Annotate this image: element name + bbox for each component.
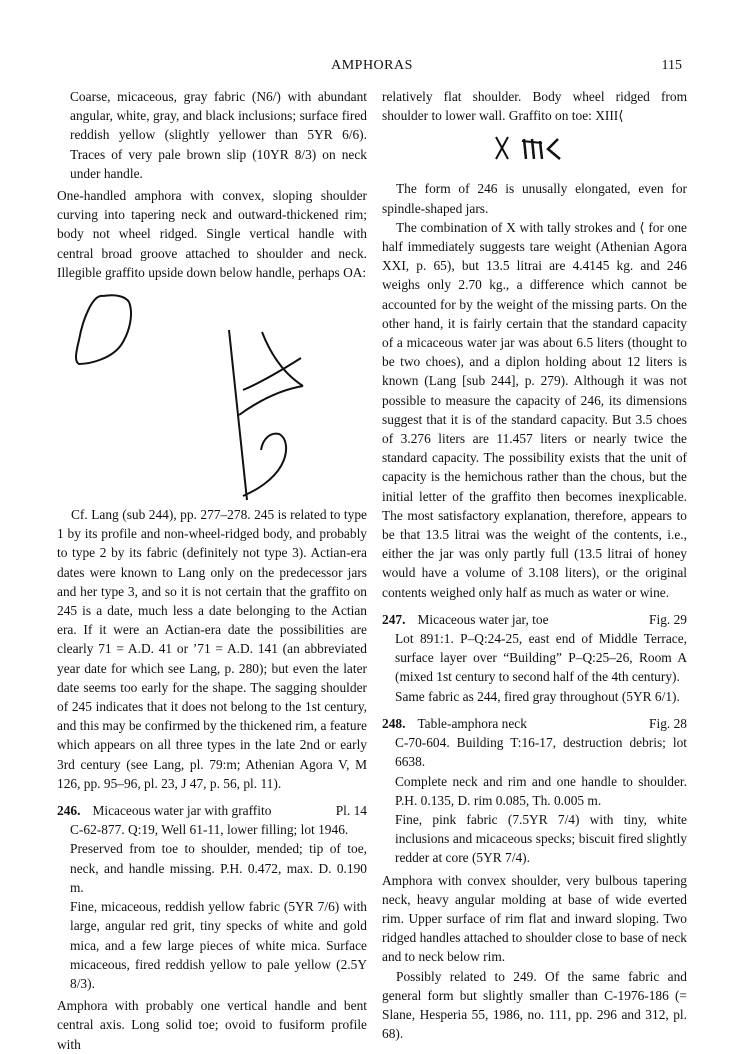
entry-number-247: 247. xyxy=(382,611,406,627)
entry-title-246: Micaceous water jar with graffito xyxy=(92,803,272,819)
page-number: 115 xyxy=(661,58,682,73)
figure-ref-248: Fig. 28 xyxy=(649,715,687,731)
fabric-246: Fine, micaceous, reddish yellow fabric (5YR 7/6) with large, angular red grit, tiny specks of white and gold mica, and a few large pieces of white mica. Surface micaceous, fired reddish yellow to pale yellow (2.5Y 8/3). xyxy=(70,899,367,991)
preservation-246: Preserved from toe to shoulder, mended; tip of toe, neck, and handle missing. P.H. 0.472, max. D. 0.190 m. xyxy=(70,841,367,895)
plate-ref-246: Pl. 14 xyxy=(335,803,367,819)
shape-continued-246: relatively flat shoulder. Body wheel ridged from shoulder to lower wall. Graffito on toe: XIII⟨ xyxy=(382,89,687,124)
inventory-246: C-62-877. Q:19, Well 61-11, lower filling; lot 1946. xyxy=(70,822,349,838)
right-column xyxy=(382,87,687,1043)
graffito-discussion-246: The combination of X with tally strokes and ⟨ for one half immediately suggests tare weight (Athenian Agora XXI, p. 65), but 13.5 litrai are 4.4145 kg. and 246 weighs only 2.70 kg., a difference which cannot be accounted for by the weight of the missing parts. On the other hand, it is fairly certain that the standard capacity of a micaceous water jar was about 6.5 liters (thought to be two choes), and a diplon holding about 12 liters is known (Lang [sub 244], p. 279). Although it was not possible to measure the capacity of 246, its dimensions suggest that it is of the standard capacity. But 3.5 choes of 3.276 liters are 11.457 liters or nearly twice the standard capacity. The possibility exists that the unit of capacity is the hemichous rather than the chous, but the initial letter of the graffito then becomes inexplicable. The most satisfactory explanation, therefore, appears to be that 13.5 litrai was the weight of the contents, i.e., either the jar was only partly full (13.5 litrai of honey would have a volume of 3.108 liters), or the original contents weighed only half as much as water or wine. xyxy=(382,219,687,600)
inventory-248: C-70-604. Building T:16-17, destruction debris; lot 6638. xyxy=(395,735,687,770)
entry-title-248: Table-amphora neck xyxy=(417,715,527,731)
entry-heading-247 xyxy=(382,610,687,629)
shape-248: Amphora with convex shoulder, very bulbous tapering neck, heavy angular molding at base of wide everted rim. Upper surface of rim flat and inward sloping. Two ridged handles attached to shoulder close to base of neck and to neck below rim. xyxy=(382,872,687,965)
entry-title-247: Micaceous water jar, toe xyxy=(417,611,549,627)
entry-heading-246 xyxy=(57,801,367,820)
discussion-245: Cf. Lang (sub 244), pp. 277–278. 245 is related to type 1 by its profile and non-wheel-ridged body, and probably to type 2 by its fabric (definitely not type 3). Actian-era dates were known to Lang only on the predecessor jars and her type 3, and so it is not certain that the graffito on 245 is a date, much less a date belonging to the Actian era. If it were an Actian-era date the possibilities are clearly 71 = A.D. 41 or ’71 = A.D. 141 (an abbreviated year date for which see Lang, p. 280); but even the later date seems too early for the shape. The sagging shoulder of 245 indicates that it does not belong to the 1st century, and this may be confirmed by the thickened rim, a feature which appears on all three types in the late 2nd or early 3rd century (see Lang, pl. 79:m; Athenian Agora V, M 126, pp. 95–96, pl. 23, J 47, p. 56, pl. 11). xyxy=(57,507,367,791)
fabric-description-245: Coarse, micaceous, gray fabric (N6/) with abundant angular, white, gray, and black inclusions; surface fired reddish yellow (slightly yellower than 5YR 6/6). Traces of very pale brown slip (10YR 8/3) on neck under handle. xyxy=(70,89,367,181)
fabric-248: Fine, pink fabric (7.5YR 7/4) with tiny, white inclusions and micaceous specks; biscuit fired slightly redder at core (5YR 7/4). xyxy=(395,811,687,866)
preservation-248: Complete neck and rim and one handle to shoulder. P.H. 0.135, D. rim 0.085, Th. 0.005 m. xyxy=(395,773,687,808)
entry-number-246: 246. xyxy=(57,803,81,819)
running-header: AMPHORAS xyxy=(331,58,413,73)
entry-number-248: 248. xyxy=(382,715,406,731)
shape-description-245: One-handled amphora with convex, sloping shoulder curving into tapering neck and outward-thickened rim; body not wheel ridged. Single vertical handle with central broad groove attached to shoulder and neck. Illegible graffito upside down below handle, perhaps OA: xyxy=(57,188,367,280)
inventory-247: Lot 891:1. P–Q:24-25, east end of Middle Terrace, surface layer over “Building” P–Q:25–26, Room A (mixed 1st century to second half of the 4th century). xyxy=(395,631,687,685)
entry-heading-248 xyxy=(382,714,687,733)
left-column xyxy=(57,87,367,1054)
graffito-drawing-245 xyxy=(57,290,357,505)
toe-graffito-drawing xyxy=(492,131,572,165)
figure-ref-247: Fig. 29 xyxy=(649,611,687,627)
shape-246: Amphora with probably one vertical handle and bent central axis. Long solid toe; ovoid to fusiform profile with xyxy=(57,998,367,1052)
form-note-246: The form of 246 is unusally elongated, even for spindle-shaped jars. xyxy=(382,181,687,216)
related-248: Possibly related to 249. Of the same fabric and general form but slightly smaller than C-1976-186 (= Slane, Hesperia 55, 1986, no. 111, pp. 296 and 312, pl. 68). xyxy=(382,968,687,1042)
fabric-247: Same fabric as 244, fired gray throughout (5YR 6/1). xyxy=(395,688,680,704)
